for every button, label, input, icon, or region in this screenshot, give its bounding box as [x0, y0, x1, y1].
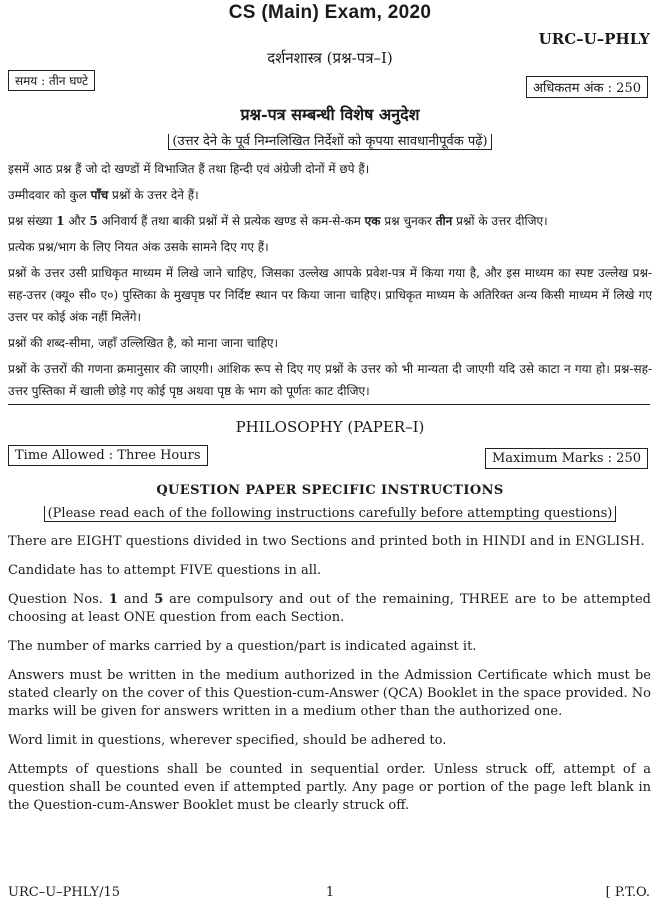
hindi-subject-title: दर्शनशास्त्र (प्रश्न-पत्र–I)	[267, 49, 393, 67]
hindi-instructions-body	[8, 158, 652, 406]
hindi-instructions-subheading	[0, 131, 660, 149]
footer-pto: [ P.T.O.	[605, 885, 650, 900]
hindi-max-marks-box: अधिकतम अंक : 250	[526, 76, 648, 98]
hindi-time-allowed-box: समय : तीन घण्टे	[8, 70, 95, 91]
hindi-subheading-text: (उत्तर देने के पूर्व निम्नलिखित निर्देशों को कृपया सावधानीपूर्वक पढ़ें)	[168, 134, 491, 150]
english-subheading-text: (Please read each of the following instructions carefully before attempting questions)	[44, 506, 617, 522]
english-instruction-1: There are EIGHT questions divided in two Sections and printed both in HINDI and in ENGLISH.	[8, 534, 645, 549]
hindi-instruction-5: प्रश्नों के उत्तर उसी प्राधिकृत माध्यम में लिखे जाने चाहिए, जिसका उल्लेख आपके प्रवेश-पत्र में किया गया है, और इस माध्यम का स्पष्ट उल्लेख प्रश्न-सह-उत्तर (क्यू० सी० ए०) पुस्तिका के मुखपृष्ठ पर निर्दिष्ट स्थान पर किया जाना चाहिए। प्राधिकृत माध्यम के अतिरिक्त अन्य किसी माध्यम में लिखे गए उत्तर पर कोई अंक नहीं मिलेंगे।	[8, 266, 652, 324]
hindi-instruction-1: इसमें आठ प्रश्न हैं जो दो खण्डों में विभाजित हैं तथा हिन्दी एवं अंग्रेजी दोनों में छपे हैं।	[8, 162, 370, 176]
english-instruction-4: The number of marks carried by a question/part is indicated against it.	[8, 639, 477, 654]
section-divider	[8, 404, 650, 405]
footer-paper-code: URC–U–PHLY/15	[8, 885, 121, 900]
hindi-instruction-7: प्रश्नों के उत्तरों की गणना क्रमानुसार की जाएगी। आंशिक रूप से दिए गए प्रश्नों के उत्तर को भी मान्यता दी जाएगी यदि उसे काटा न गया हो। प्रश्न-सह-उत्तर पुस्तिका में खाली छोड़े गए कोई पृष्ठ अथवा पृष्ठ के भाग को पूर्णतः काट दीजिए।	[8, 362, 652, 398]
english-max-marks-box: Maximum Marks : 250	[485, 448, 648, 469]
hindi-instruction-3: प्रश्न संख्या 1 और 5 अनिवार्य हैं तथा बाकी प्रश्नों में से प्रत्येक खण्ड से कम-से-कम एक प्रश्न चुनकर तीन प्रश्नों के उत्तर दीजिए।	[8, 214, 548, 228]
exam-title: CS (Main) Exam, 2020	[228, 2, 432, 23]
english-instruction-6: Word limit in questions, wherever specified, should be adhered to.	[8, 733, 447, 748]
english-time-allowed-box: Time Allowed : Three Hours	[8, 445, 208, 466]
hindi-instruction-6: प्रश्नों की शब्द-सीमा, जहाँ उल्लिखित है, को माना जाना चाहिए।	[8, 336, 279, 350]
paper-code: URC–U–PHLY	[538, 30, 650, 48]
hindi-instruction-2: उम्मीदवार को कुल पाँच प्रश्नों के उत्तर देने हैं।	[8, 188, 199, 202]
english-instruction-7: Attempts of questions shall be counted in sequential order. Unless struck off, attempt of a question shall be counted even if attempted partly. Any page or portion of the page left blank in the Question-cum-Answer Booklet must be clearly struck off.	[8, 762, 651, 813]
english-instruction-5: Answers must be written in the medium authorized in the Admission Certificate which must be stated clearly on the cover of this Question-cum-Answer (QCA) Booklet in the space provided. No marks will be given for answers written in a medium other than the authorized one.	[8, 668, 651, 719]
english-instruction-2: Candidate has to attempt FIVE questions in all.	[8, 563, 322, 578]
hindi-instruction-4: प्रत्येक प्रश्न/भाग के लिए नियत अंक उसके सामने दिए गए हैं।	[8, 240, 269, 254]
hindi-instructions-heading: प्रश्न-पत्र सम्बन्धी विशेष अनुदेश	[240, 105, 420, 124]
english-instructions-subheading	[0, 506, 660, 521]
english-subject-title: PHILOSOPHY (PAPER–I)	[235, 418, 425, 436]
footer-page-number: 1	[325, 885, 335, 900]
english-instructions-body	[8, 533, 651, 826]
english-instruction-3: Question Nos. 1 and 5 are compulsory and out of the remaining, THREE are to be attempted choosing at least ONE question from each Section.	[8, 592, 651, 625]
english-instructions-heading: QUESTION PAPER SPECIFIC INSTRUCTIONS	[156, 483, 504, 498]
